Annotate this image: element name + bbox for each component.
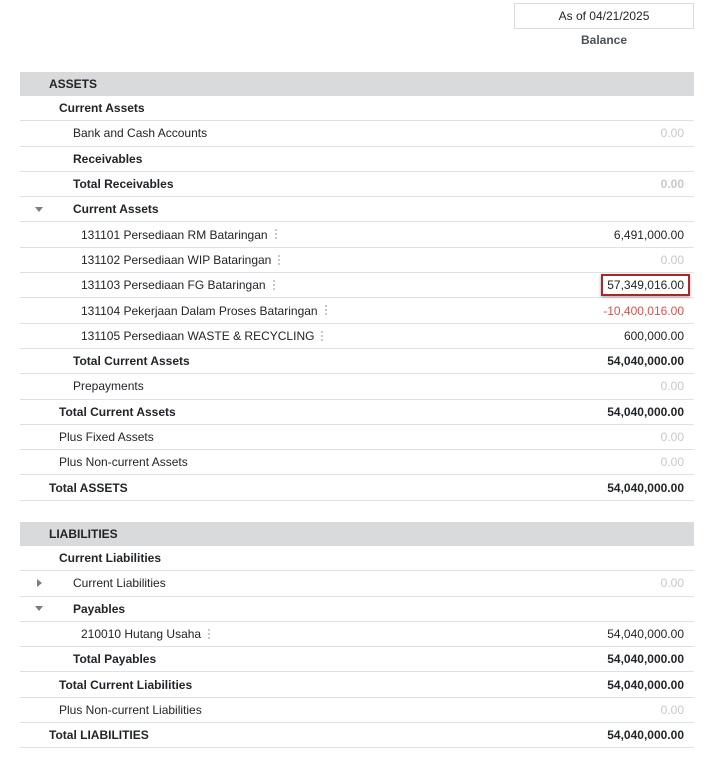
report-row-131105-persediaan-waste-recycling[interactable]	[20, 324, 694, 349]
row-label	[49, 481, 128, 495]
report-row-current-assets	[20, 96, 694, 121]
report-row-plus-fixed-assets	[20, 425, 694, 450]
row-label	[49, 728, 149, 742]
row-label	[73, 379, 144, 393]
report-row-total-assets	[20, 475, 694, 500]
row-label	[59, 405, 176, 419]
row-label-text: Total LIABILITIES	[49, 728, 149, 743]
row-balance-value	[607, 678, 684, 692]
caret-down-icon[interactable]	[34, 604, 44, 614]
report-row-131102-persediaan-wip-bataringan[interactable]	[20, 248, 694, 273]
row-balance-value	[601, 278, 684, 292]
row-balance-value	[624, 329, 684, 343]
report-row-current-liabilities[interactable]	[20, 571, 694, 596]
row-label-text: Total Receivables	[73, 177, 174, 192]
row-balance-value	[603, 304, 684, 318]
vertical-ellipsis-icon[interactable]	[208, 629, 211, 639]
row-label-text: 131101 Persediaan RM Bataringan	[81, 227, 268, 242]
balance-value-text: 54,040,000.00	[607, 404, 684, 419]
balance-value-text: 54,040,000.00	[607, 677, 684, 692]
row-balance-value	[661, 455, 684, 469]
vertical-ellipsis-icon[interactable]	[275, 229, 278, 239]
report-row-total-liabilities	[20, 723, 694, 748]
section-header-assets: ASSETS	[20, 72, 694, 96]
balance-value-text: 0.00	[660, 252, 684, 267]
row-label	[59, 101, 145, 115]
liabilities-section	[20, 522, 694, 748]
highlighted-balance-value: 57,349,016.00	[601, 274, 690, 296]
vertical-ellipsis-icon[interactable]	[325, 305, 328, 315]
row-label	[73, 177, 174, 191]
balance-value-text: 0.00	[660, 702, 684, 717]
row-label-text: Total Current Assets	[59, 404, 176, 419]
report-row-131104-pekerjaan-dalam-proses-bataringan[interactable]	[20, 298, 694, 323]
row-label-text: Plus Fixed Assets	[59, 430, 154, 444]
balance-column-header: Balance	[580, 33, 628, 47]
row-balance-value	[607, 627, 684, 641]
balance-value-text: 54,040,000.00	[607, 354, 684, 369]
row-label-text: Total ASSETS	[49, 480, 128, 495]
report-row-plus-non-current-assets	[20, 450, 694, 475]
balance-value-text: 54,040,000.00	[607, 652, 684, 667]
row-balance-value	[607, 481, 684, 495]
report-row-current-assets[interactable]	[20, 197, 694, 222]
section-header-liabilities: LIABILITIES	[20, 522, 694, 546]
balance-value-text: 54,040,000.00	[607, 728, 684, 743]
balance-value-text: 54,040,000.00	[607, 627, 684, 642]
row-label-text: Plus Non-current Liabilities	[59, 702, 202, 717]
report-row-total-receivables	[20, 172, 694, 197]
row-label-text: 131102 Persediaan WIP Bataringan	[81, 252, 272, 267]
liabilities-rows	[20, 546, 694, 748]
row-balance-value	[661, 703, 684, 717]
row-label	[59, 703, 202, 717]
row-label	[73, 126, 207, 140]
row-balance-value	[661, 430, 684, 444]
row-label	[81, 253, 281, 267]
balance-value-text: 0.00	[660, 576, 684, 591]
row-balance-value	[661, 126, 684, 140]
row-balance-value	[607, 652, 684, 666]
row-label-text: Current Assets	[73, 202, 159, 217]
balance-value-text: 54,040,000.00	[607, 480, 684, 495]
row-label	[73, 652, 156, 666]
assets-rows	[20, 96, 694, 501]
report-row-total-current-assets	[20, 400, 694, 425]
balance-value-text: 0.00	[660, 379, 684, 394]
row-label-text: 210010 Hutang Usaha	[81, 627, 202, 642]
row-label-text: Bank and Cash Accounts	[73, 126, 208, 141]
row-label	[73, 576, 166, 590]
row-label	[59, 678, 192, 692]
row-balance-value	[607, 405, 684, 419]
row-label	[73, 152, 142, 166]
balance-value-text: 6,491,000.00	[613, 227, 684, 242]
report-row-total-current-assets	[20, 349, 694, 374]
row-balance-value	[661, 177, 684, 191]
report-row-total-payables	[20, 647, 694, 672]
balance-value-text: 0.00	[660, 126, 684, 141]
row-label-text: Total Payables	[73, 652, 157, 667]
row-label	[81, 627, 211, 641]
row-label	[81, 228, 278, 242]
row-label	[81, 278, 276, 292]
row-label	[81, 304, 328, 318]
caret-down-icon[interactable]	[34, 204, 44, 214]
row-label-text: 131104 Pekerjaan Dalam Proses Bataringan	[81, 303, 318, 318]
report-row-210010-hutang-usaha[interactable]	[20, 622, 694, 647]
report-row-current-liabilities	[20, 546, 694, 571]
date-filter-button[interactable]	[514, 3, 694, 29]
row-label	[59, 455, 188, 469]
row-label	[59, 430, 154, 444]
balance-value-text: 0.00	[660, 455, 684, 470]
row-label-text: Current Assets	[59, 101, 145, 116]
vertical-ellipsis-icon[interactable]	[278, 255, 281, 265]
row-label-text: Plus Non-current Assets	[59, 455, 188, 470]
row-balance-value	[661, 576, 684, 590]
report-row-131101-persediaan-rm-bataringan[interactable]	[20, 222, 694, 247]
row-label-text: Current Liabilities	[73, 576, 166, 591]
row-balance-value	[661, 379, 684, 393]
balance-value-text: 0.00	[660, 177, 684, 192]
row-label-text: 131103 Persediaan FG Bataringan	[81, 278, 266, 293]
row-label-text: Total Current Assets	[73, 354, 190, 369]
report-row-receivables	[20, 147, 694, 172]
row-label-text: Current Liabilities	[59, 551, 162, 566]
vertical-ellipsis-icon[interactable]	[321, 331, 324, 341]
row-label-text: Prepayments	[73, 379, 144, 394]
date-filter-label: As of 04/21/2025	[558, 9, 650, 23]
row-label-text: Payables	[73, 601, 126, 616]
report-row-bank-and-cash-accounts	[20, 121, 694, 146]
report-row-131103-persediaan-fg-bataringan[interactable]	[20, 273, 694, 298]
report-row-payables[interactable]	[20, 597, 694, 622]
row-label-text: Total Current Liabilities	[59, 677, 193, 692]
row-label	[59, 551, 161, 565]
row-label-text: Receivables	[73, 151, 143, 166]
row-label	[81, 329, 324, 343]
report-row-prepayments	[20, 374, 694, 399]
row-label	[73, 202, 159, 216]
report-row-plus-non-current-liabilities	[20, 698, 694, 723]
assets-section	[20, 72, 694, 501]
row-label-text: 131105 Persediaan WASTE & RECYCLING	[81, 328, 315, 343]
balance-value-text: 600,000.00	[623, 328, 684, 343]
balance-value-text: -10,400,016.00	[603, 303, 684, 318]
caret-right-icon[interactable]	[34, 578, 44, 588]
row-balance-value	[661, 253, 684, 267]
row-balance-value	[614, 228, 684, 242]
row-label	[73, 602, 125, 616]
report-row-total-current-liabilities	[20, 672, 694, 697]
balance-value-text: 0.00	[660, 430, 684, 444]
row-label	[73, 354, 190, 368]
row-balance-value	[607, 354, 684, 368]
vertical-ellipsis-icon[interactable]	[273, 280, 276, 290]
row-balance-value	[607, 728, 684, 742]
